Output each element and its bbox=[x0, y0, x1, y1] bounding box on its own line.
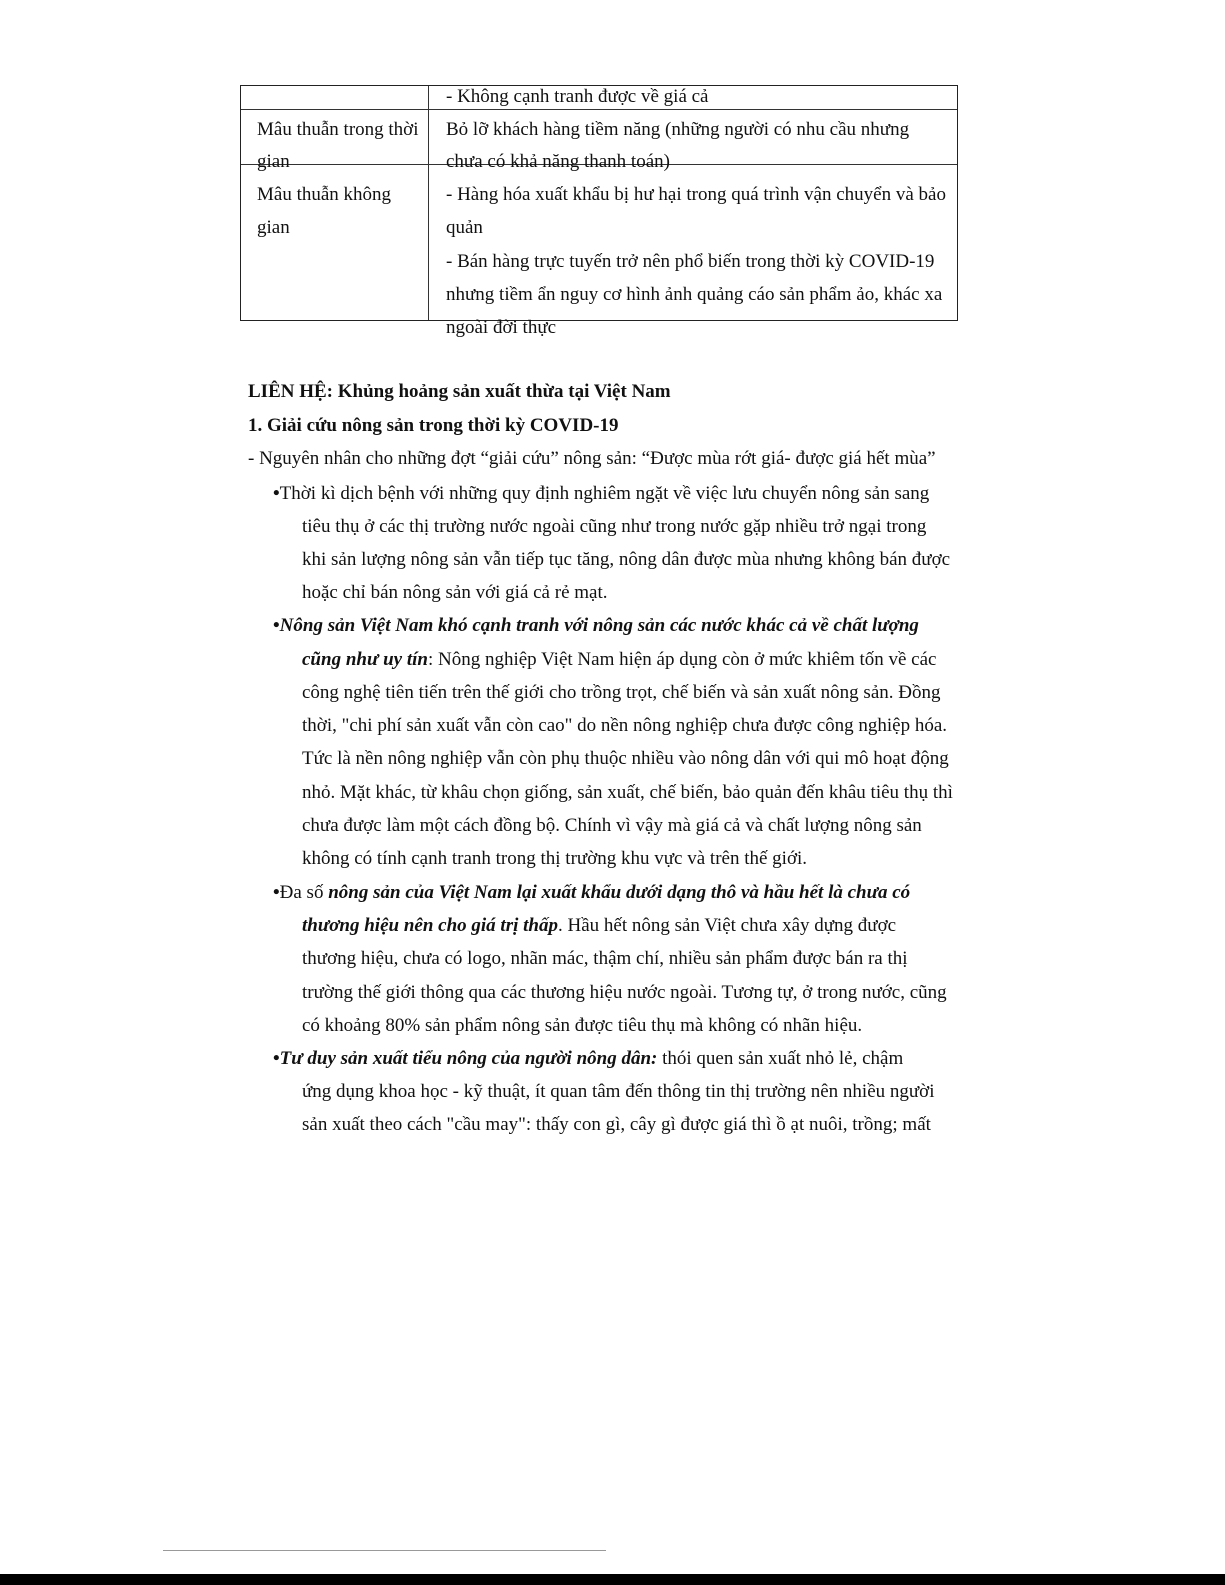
bullet-2-line2: cũng như uy tín: Nông nghiệp Việt Nam hiện áp dụng còn ở mức khiêm tốn về các bbox=[302, 649, 937, 670]
intro-paragraph: - Nguyên nhân cho những đợt “giải cứu” nông sản: “Được mùa rớt giá- được giá hết mùa” bbox=[248, 448, 936, 469]
bullet-4-line3: sản xuất theo cách "cầu may": thấy con gì, cây gì được giá thì ồ ạt nuôi, trồng; mất bbox=[302, 1114, 931, 1135]
bullet-1-line1: •Thời kì dịch bệnh với những quy định nghiêm ngặt về việc lưu chuyển nông sản sang bbox=[273, 483, 930, 504]
table-cell-row2-left-line1: Mâu thuẫn không bbox=[257, 184, 392, 205]
table-cell-row2-right-line4: nhưng tiềm ẩn nguy cơ hình ảnh quảng cáo sản phẩm ảo, khác xa bbox=[446, 284, 943, 305]
table-cell-row1-right-line2: chưa có khả năng thanh toán) bbox=[446, 151, 670, 172]
bullet-4-line2: ứng dụng khoa học - kỹ thuật, ít quan tâm đến thông tin thị trường nên nhiều người bbox=[302, 1081, 935, 1102]
table-cell-row2-right-line3: - Bán hàng trực tuyến trở nên phổ biến trong thời kỳ COVID-19 bbox=[446, 251, 935, 272]
bullet-icon: • bbox=[273, 882, 280, 903]
bullet-1-line2: tiêu thụ ở các thị trường nước ngoài cũng như trong nước gặp nhiều trở ngại trong bbox=[302, 516, 927, 537]
table-cell-row1-left-line1: Mâu thuẫn trong thời bbox=[257, 119, 419, 140]
table-cell-row2-left-line2: gian bbox=[257, 217, 290, 238]
table-cell-row1-left-line2: gian bbox=[257, 151, 290, 172]
table-cell-row2-right-line2: quản bbox=[446, 217, 483, 238]
bullet-2-line7: chưa được làm một cách đồng bộ. Chính vì vậy mà giá cả và chất lượng nông sản bbox=[302, 815, 922, 836]
subsection-heading: 1. Giải cứu nông sản trong thời kỳ COVID-19 bbox=[248, 415, 619, 436]
bullet-3-line1: •Đa số nông sản của Việt Nam lại xuất khẩu dưới dạng thô và hầu hết là chưa có bbox=[273, 882, 911, 903]
page-bottom-edge bbox=[0, 1574, 1225, 1585]
bullet-2-line8: không có tính cạnh tranh trong thị trường khu vực và trên thế giới. bbox=[302, 848, 808, 869]
bullet-icon: • bbox=[273, 615, 280, 636]
table-row-divider bbox=[241, 109, 957, 110]
section-heading: LIÊN HỆ: Khủng hoảng sản xuất thừa tại Việt Nam bbox=[248, 381, 671, 402]
bullet-4-line1: •Tư duy sản xuất tiểu nông của người nông dân: thói quen sản xuất nhỏ lẻ, chậm bbox=[273, 1048, 904, 1069]
bullet-3-line5: có khoảng 80% sản phẩm nông sản được tiêu thụ mà không có nhãn hiệu. bbox=[302, 1015, 863, 1036]
bullet-1-line4: hoặc chỉ bán nông sản với giá cả rẻ mạt. bbox=[302, 582, 608, 603]
bullet-2-line6: nhỏ. Mặt khác, từ khâu chọn giống, sản xuất, chế biến, bảo quản đến khâu tiêu thụ thì bbox=[302, 782, 953, 803]
bullet-1-line3: khi sản lượng nông sản vẫn tiếp tục tăng, nông dân được mùa nhưng không bán được bbox=[302, 549, 951, 570]
footnote-separator bbox=[163, 1550, 606, 1551]
table-cell-row1-right-line1: Bỏ lỡ khách hàng tiềm năng (những người có nhu cầu nhưng bbox=[446, 119, 910, 140]
bullet-2-line1: •Nông sản Việt Nam khó cạnh tranh với nông sản các nước khác cả về chất lượng bbox=[273, 615, 919, 636]
table-cell-row0-right: - Không cạnh tranh được về giá cả bbox=[446, 86, 709, 107]
bullet-3-line4: trường thế giới thông qua các thương hiệu nước ngoài. Tương tự, ở trong nước, cũng bbox=[302, 982, 947, 1003]
bullet-3-line3: thương hiệu, chưa có logo, nhãn mác, thậm chí, nhiều sản phẩm được bán ra thị bbox=[302, 948, 908, 969]
bullet-3-line2: thương hiệu nên cho giá trị thấp. Hầu hết nông sản Việt chưa xây dựng được bbox=[302, 915, 897, 936]
table-cell-row2-right-line5: ngoài đời thực bbox=[446, 317, 557, 338]
table-column-divider bbox=[428, 86, 429, 320]
table-cell-row2-right-line1: - Hàng hóa xuất khẩu bị hư hại trong quá trình vận chuyển và bảo bbox=[446, 184, 946, 205]
bullet-icon: • bbox=[273, 483, 280, 504]
bullet-2-line4: thời, "chi phí sản xuất vẫn còn cao" do nền nông nghiệp chưa được công nghiệp hóa. bbox=[302, 715, 948, 736]
bullet-2-line5: Tức là nền nông nghiệp vẫn còn phụ thuộc nhiều vào nông dân với qui mô hoạt động bbox=[302, 748, 949, 769]
bullet-2-line3: công nghệ tiên tiến trên thế giới cho trồng trọt, chế biến và sản xuất nông sản. Đồng bbox=[302, 682, 941, 703]
bullet-icon: • bbox=[273, 1048, 280, 1069]
